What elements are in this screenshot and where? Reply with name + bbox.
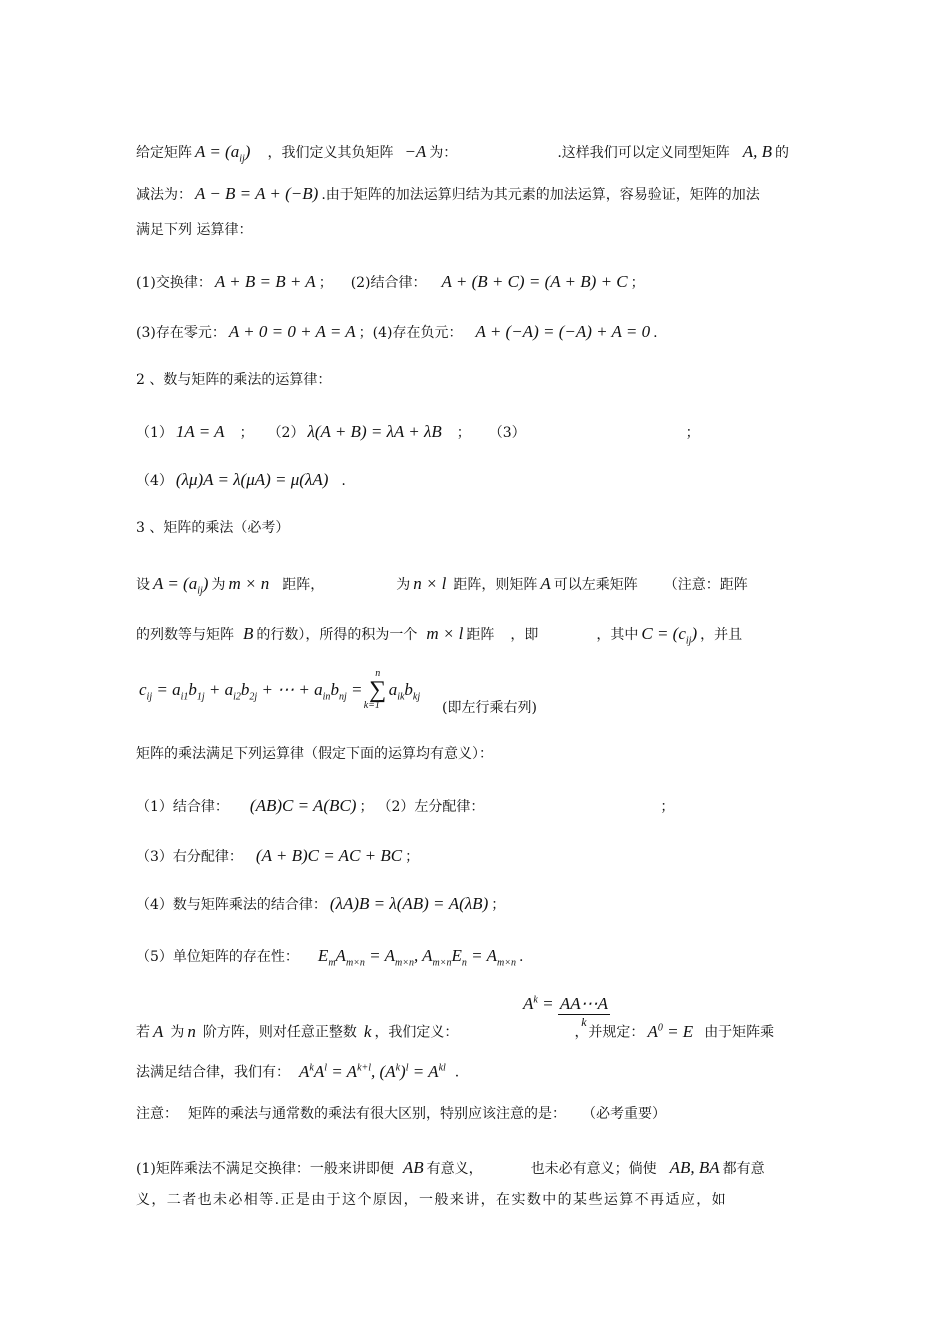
formula-part: = A (412, 1061, 439, 1081)
text: （1） (136, 425, 173, 441)
formula-part: A (647, 1021, 658, 1041)
text: ； (318, 275, 333, 291)
formula (638, 624, 700, 647)
subscript: m×n (394, 957, 414, 969)
underbrace (558, 993, 610, 1029)
text: 有意义， (426, 1161, 483, 1177)
superscript: k (395, 1062, 401, 1073)
text: （注意：距阵 (663, 577, 748, 593)
text: (3)存在零元： (136, 325, 226, 341)
formula: k (363, 1021, 372, 1041)
text: ； (456, 425, 471, 441)
text: ； (359, 799, 374, 815)
sum-lower: k=1 (363, 700, 380, 712)
formula-part: ) (691, 624, 698, 643)
text: 义，二者也未必相等.正是由于这个原因，一般来讲，在实数中的某些运算不再适应，如 (136, 1192, 728, 1208)
text: （5）单位矩阵的存在性： (136, 949, 299, 965)
subscript: ik (397, 691, 405, 703)
text: .这样我们可以定义同型矩阵 (557, 145, 730, 161)
text: 阶方阵，则对任意正整数 (202, 1024, 357, 1041)
text: 矩阵的乘法与通常数的乘法有很大区别，特别应该注意的是： (188, 1106, 566, 1122)
text-line (136, 744, 850, 764)
text-line (136, 1018, 850, 1043)
formula-part: A (299, 1061, 310, 1081)
text-line (136, 846, 850, 867)
formula: A + 0 = 0 + A = A (228, 322, 356, 341)
text: (1)交换律： (136, 275, 212, 291)
subscript: i1 (180, 691, 189, 703)
text: 由于矩阵乘 (704, 1024, 775, 1041)
formula-part: A (313, 1061, 325, 1081)
formula: (AB)C = A(BC) (249, 796, 357, 815)
text: 为 (396, 577, 411, 593)
formula (150, 574, 211, 597)
formula-part: b (330, 680, 339, 699)
formula (644, 1022, 696, 1041)
text: （2）左分配律： (377, 799, 485, 815)
text: . (518, 949, 524, 965)
formula-part: , (371, 1061, 376, 1081)
formula-part: = A (471, 946, 497, 965)
formula-part: = (542, 993, 554, 1013)
text: （3） (488, 425, 526, 441)
formula-part: A (335, 946, 346, 965)
formula-part: ) (202, 574, 209, 593)
text: 为 (170, 1024, 185, 1041)
formula (296, 1062, 449, 1081)
formula: A + (−A) = (−A) + A = 0 (475, 322, 651, 341)
text-line (136, 220, 850, 240)
subscript: i2 (233, 691, 241, 703)
subscript: m×n (432, 957, 452, 969)
text: 给定矩阵 (136, 145, 192, 161)
text-line (136, 272, 850, 293)
subscript: m×n (345, 957, 365, 969)
formula-part: A = (a (153, 574, 198, 593)
formula: A (540, 574, 551, 593)
subscript: ij (146, 691, 153, 703)
formula-part: + a (208, 680, 234, 699)
formula-part: b (240, 680, 250, 699)
text: 的列数等与矩阵 (136, 627, 234, 643)
text: ； (630, 275, 645, 291)
formula: AB (402, 1158, 424, 1177)
text-line (136, 1190, 850, 1210)
formula: −A (404, 142, 427, 161)
formula: λ(A + B) = λA + λB (307, 422, 442, 441)
text: ； (660, 799, 675, 815)
section-heading (136, 518, 850, 538)
text: 矩阵的乘法满足下列运算律（假定下面的运算均有意义）： (136, 746, 493, 762)
formula-part: E (451, 946, 462, 965)
subscript: n (461, 957, 467, 969)
text: 满足下列 运算律： (136, 222, 253, 238)
power-definition (520, 990, 850, 1029)
formula-part: (A (379, 1061, 396, 1081)
subscript: 1j (196, 691, 205, 703)
formula-part: ) (244, 142, 251, 161)
text: 都有意 (722, 1161, 765, 1177)
subscript: ij (239, 153, 245, 165)
formula: AB, BA (669, 1158, 720, 1177)
formula-part: = a (156, 680, 181, 699)
text-line (136, 1158, 850, 1179)
text-line (136, 142, 850, 169)
text: 距阵，则矩阵 (453, 577, 538, 593)
text: 2 、数与矩阵的乘法的运算律： (136, 372, 332, 388)
text: . (653, 325, 658, 341)
text: ，并且 (700, 627, 743, 643)
text: 距阵 (466, 627, 495, 643)
text: 设 (136, 577, 150, 593)
text: 也未必有意义；倘使 (530, 1161, 657, 1177)
text: .由于矩阵的加法运算归结为其元素的加法运算，容易验证，矩阵的加法 (321, 187, 760, 203)
brace-label: k (581, 1014, 587, 1029)
text: 的 (775, 145, 790, 161)
text-line (136, 946, 850, 973)
formula: n × l (413, 574, 447, 593)
superscript: k (309, 1062, 314, 1073)
text: . (454, 1064, 460, 1081)
sum-upper: n (375, 668, 381, 680)
text: ，我们定义其负矩阵 (267, 145, 394, 161)
formula: n (187, 1021, 196, 1041)
text-line (136, 1058, 850, 1083)
text: 法满足结合律，我们有： (136, 1064, 290, 1081)
text-line (136, 624, 850, 651)
superscript: k (533, 994, 538, 1005)
text: . (341, 473, 346, 489)
text: 减法为： (136, 187, 192, 203)
text: 为 (211, 577, 226, 593)
text-line (136, 184, 850, 205)
summation (363, 668, 389, 712)
subscript: nj (338, 691, 347, 703)
text: ，我们定义： (374, 1024, 459, 1041)
formula-part: b (404, 680, 413, 699)
formula: (λA)B = λ(AB) = A(λB) (329, 894, 489, 913)
text-line (136, 796, 850, 817)
text: 注意： (136, 1106, 178, 1122)
formula: A (153, 1021, 164, 1041)
text-line (136, 894, 850, 915)
subscript: m×n (496, 957, 516, 969)
formula-part: = (350, 680, 363, 699)
text: 距阵， (282, 577, 325, 593)
formula: m × n (228, 574, 270, 593)
text: 为： (429, 145, 458, 161)
formula: (A + B)C = AC + BC (255, 846, 403, 865)
formula: A − B = A + (−B) (195, 184, 319, 203)
formula-part: A (523, 993, 534, 1013)
formula-part: c (139, 680, 147, 699)
text: 若 (136, 1024, 150, 1041)
text-line (136, 422, 850, 443)
text-line (442, 698, 850, 718)
formula: A + (B + C) = (A + B) + C (441, 272, 628, 291)
superscript: l (405, 1062, 409, 1073)
text: （4）数与矩阵乘法的结合律： (136, 897, 327, 913)
text: (1)矩阵乘法不满足交换律：一般来讲即便 (136, 1161, 394, 1177)
text-line (136, 1104, 850, 1124)
formula (520, 993, 613, 1029)
text-line (136, 574, 850, 601)
text: (即左行乘右列) (442, 700, 537, 716)
formula-part: AA⋯A (559, 993, 608, 1013)
formula-part: ) (400, 1061, 406, 1081)
superscript: kl (438, 1062, 446, 1073)
subscript: ij (197, 585, 203, 597)
formula-part: = A (331, 1061, 358, 1081)
formula: m × l (426, 624, 464, 643)
text: ，其中 (596, 627, 639, 643)
text: ； (239, 425, 254, 441)
formula-part: E (317, 946, 329, 965)
formula-part: = E (667, 1021, 694, 1041)
formula: 1A = A (175, 422, 225, 441)
formula-part: b (188, 680, 197, 699)
formula-part: a (388, 680, 398, 699)
text: 可以左乘矩阵 (553, 577, 638, 593)
text: ； (491, 897, 506, 913)
text: （1）结合律： (136, 799, 229, 815)
formula-part: + ⋯ + a (261, 680, 323, 699)
subscript: in (322, 691, 331, 703)
text: （3）右分配律： (136, 849, 243, 865)
formula: (λμ)A = λ(μA) = μ(λA) (175, 470, 329, 489)
text: （2） (267, 425, 305, 441)
formula-part: , A (413, 946, 433, 965)
text-line (136, 470, 850, 491)
text: ； (405, 849, 420, 865)
superscript: 0 (657, 1022, 663, 1033)
sum-symbol: ∑ (369, 677, 387, 704)
subscript: kj (412, 691, 421, 703)
subscript: m (328, 957, 336, 969)
text: ，即 (510, 627, 539, 643)
text: 的行数），所得的积为一个 (256, 627, 418, 643)
subscript: 2j (249, 691, 258, 703)
formula: B (243, 624, 254, 643)
text: ； (685, 425, 700, 441)
text: (2)结合律： (350, 275, 427, 291)
subscript: ij (685, 635, 692, 647)
formula-part: C = (c (641, 624, 686, 643)
formula (136, 668, 423, 712)
text: ；(4)存在负元： (358, 325, 463, 341)
formula (192, 142, 253, 165)
formula (315, 946, 519, 969)
formula-part: = A (369, 946, 395, 965)
section-heading (136, 370, 850, 390)
text-line (136, 322, 850, 343)
formula-part: A = (a (195, 142, 240, 161)
text: ，并规定： (574, 1024, 645, 1041)
text: 3 、矩阵的乘法（必考） (136, 520, 290, 536)
text: （4） (136, 473, 173, 489)
formula: A, B (742, 142, 773, 161)
superscript: l (324, 1062, 328, 1073)
text: （必考重要） (582, 1106, 666, 1122)
formula: A + B = B + A (214, 272, 316, 291)
superscript: k+l (357, 1062, 372, 1073)
